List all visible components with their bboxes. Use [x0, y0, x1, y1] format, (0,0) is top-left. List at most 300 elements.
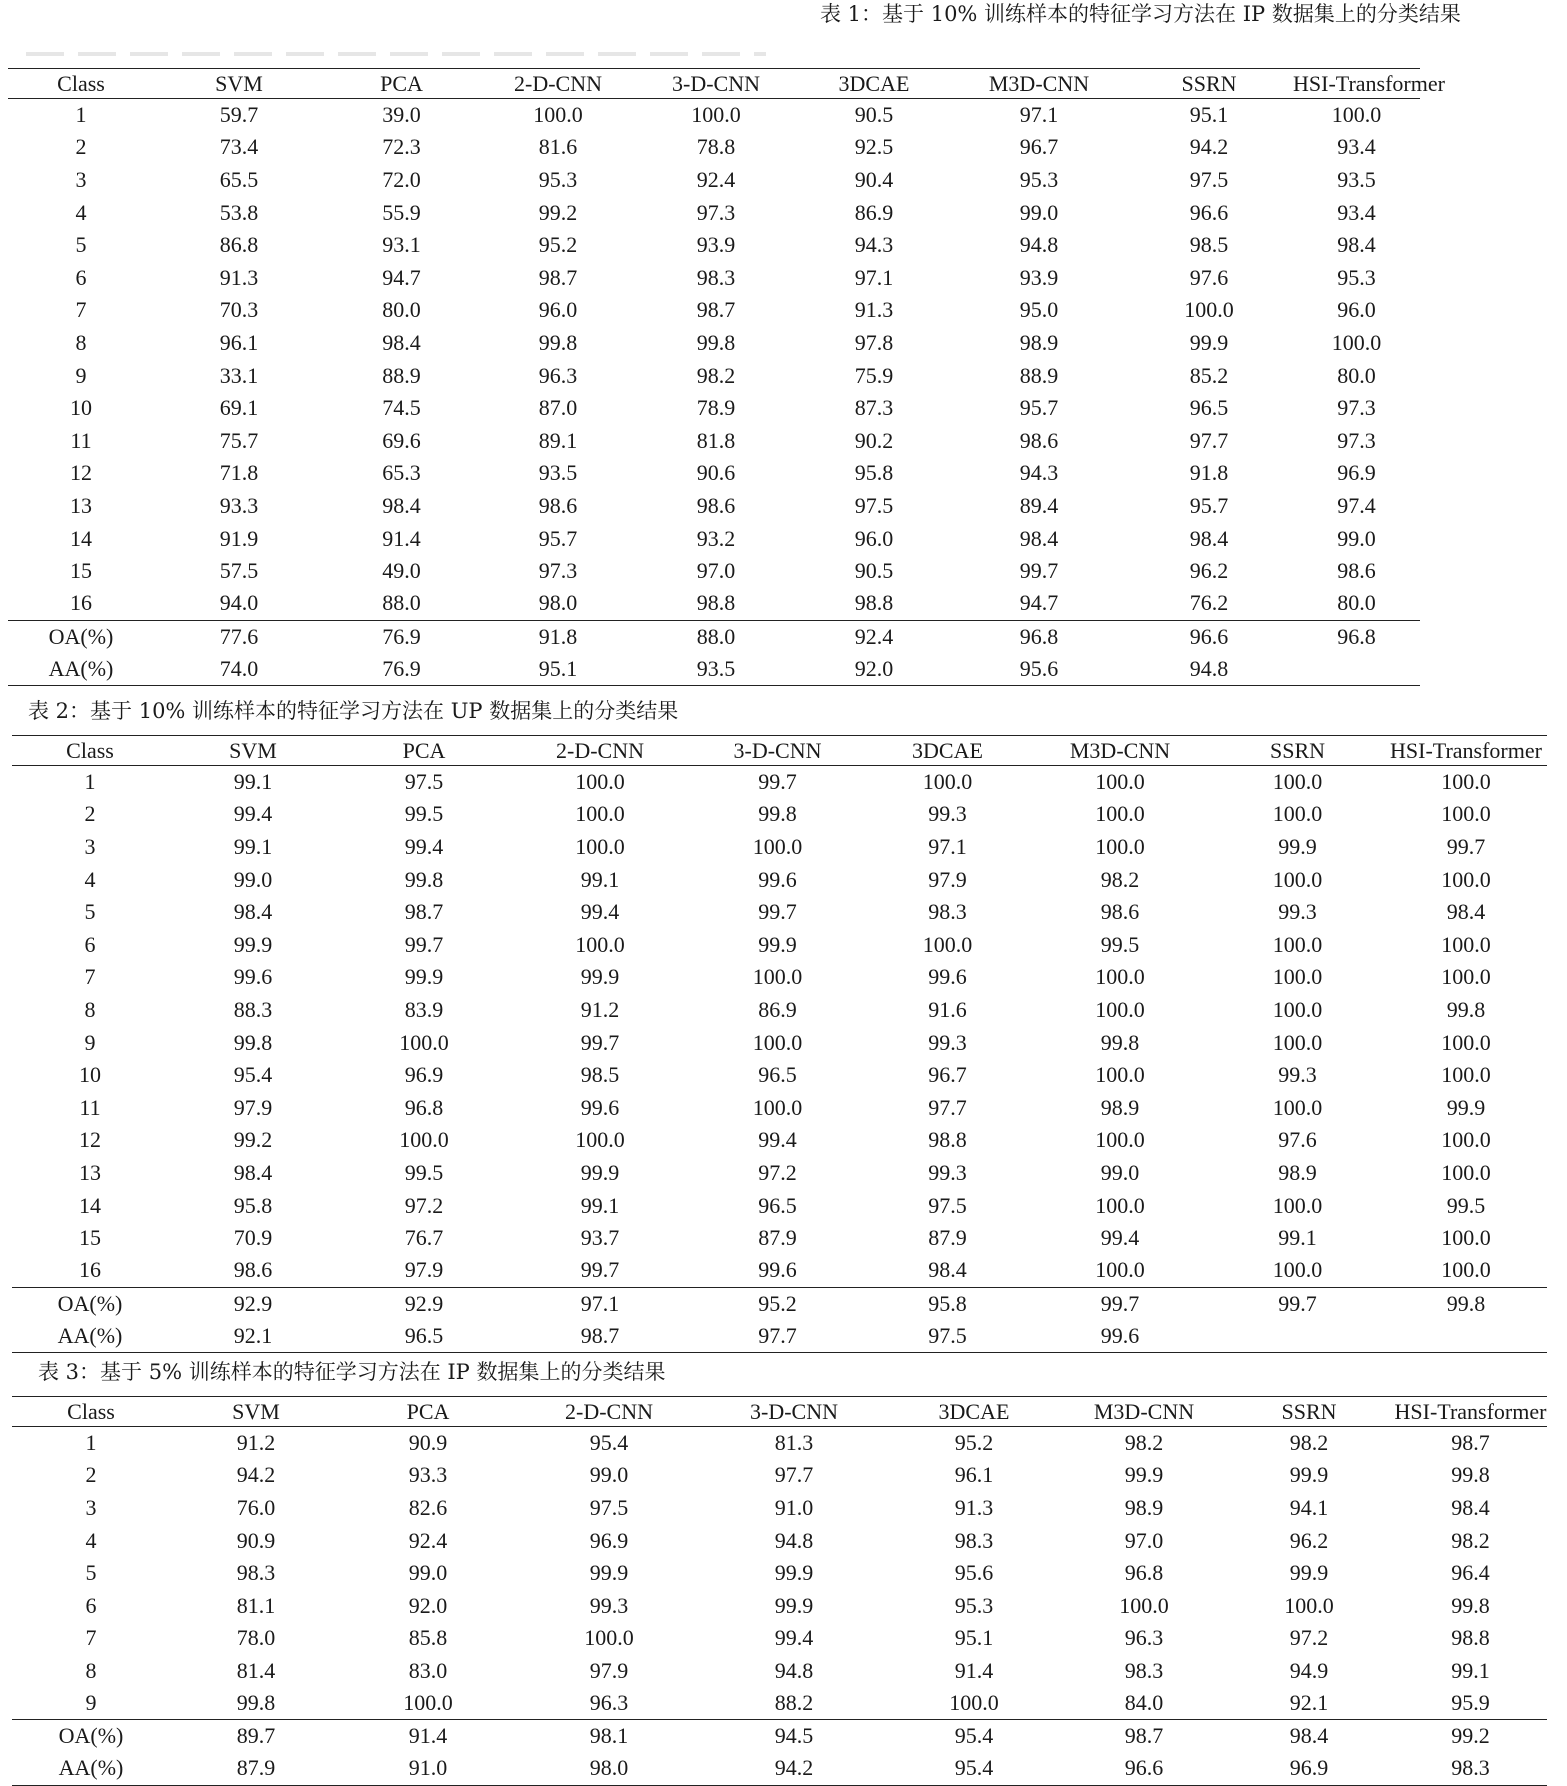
table-cell: 97.5: [854, 492, 894, 518]
header-row: [12, 1397, 1547, 1427]
table-cell: 98.7: [538, 264, 578, 290]
table-cell: 90.2: [854, 427, 894, 453]
table-row: [12, 766, 1547, 799]
table-cell: 98.4: [1446, 899, 1486, 925]
column-header: M3D-CNN: [1069, 737, 1171, 763]
table-cell: 53.8: [219, 199, 259, 225]
table-cell: 97.9: [233, 1094, 273, 1120]
row-label: AA(%): [58, 1755, 124, 1781]
table-row: [12, 1026, 1547, 1059]
table-cell: 100.0: [1441, 866, 1491, 892]
table-cell: 83.0: [408, 1657, 448, 1683]
summary-row: [12, 1287, 1547, 1320]
table-row: [8, 392, 1420, 425]
column-header: 3DCAE: [938, 1398, 1010, 1424]
table-cell: 96.3: [1124, 1625, 1164, 1651]
table-cell: 95.2: [758, 1290, 797, 1316]
table-cell: 97.3: [538, 558, 578, 584]
table-cell: 99.4: [774, 1625, 814, 1651]
table-cell: 100.0: [1272, 996, 1323, 1022]
column-header: 2-D-CNN: [565, 1398, 653, 1424]
table-cell: 96.8: [1124, 1560, 1164, 1586]
column-header: PCA: [380, 70, 423, 96]
table-cell: 99.1: [233, 769, 273, 795]
table-cell: 99.9: [758, 931, 797, 957]
table-cell: 99.9: [1289, 1560, 1329, 1586]
row-label: 8: [84, 996, 96, 1022]
table-cell: 98.9: [1278, 1159, 1317, 1185]
table-cell: 99.9: [589, 1560, 629, 1586]
row-label: 14: [70, 525, 92, 551]
table-row: [8, 229, 1420, 262]
table-row: [8, 99, 1420, 132]
column-header: 3-D-CNN: [733, 737, 822, 763]
table-cell: 99.1: [1278, 1225, 1317, 1251]
column-header: Class: [67, 1398, 115, 1424]
table-cell: 98.6: [1019, 427, 1059, 453]
table-cell: 81.4: [236, 1657, 276, 1683]
table-cell: 100.0: [1095, 833, 1145, 859]
table-row: [12, 1157, 1547, 1190]
table-cell: 96.7: [928, 1062, 967, 1088]
column-header: Class: [66, 737, 114, 763]
table-cell: 96.3: [538, 362, 578, 388]
table-cell: 97.7: [928, 1094, 967, 1120]
table-cell: 99.7: [1446, 833, 1486, 859]
table-cell: 76.7: [404, 1225, 444, 1251]
table-cell: 93.4: [1337, 199, 1376, 225]
table-cell: 86.8: [219, 232, 259, 258]
table-cell: 100.0: [1441, 931, 1491, 957]
table-cell: 97.6: [1278, 1127, 1317, 1153]
table-cell: 94.8: [774, 1527, 814, 1553]
table-cell: 84.0: [1124, 1690, 1164, 1716]
table-cell: 100.0: [1441, 801, 1491, 827]
column-header: PCA: [406, 1398, 450, 1424]
row-label: 7: [84, 964, 96, 990]
table-cell: [1210, 1320, 1385, 1353]
table-1: [8, 68, 1445, 686]
table-row: [12, 1091, 1547, 1124]
table-cell: 96.1: [954, 1462, 994, 1488]
row-label: 6: [85, 1592, 97, 1618]
table-row: [12, 831, 1547, 864]
table-cell: 96.9: [589, 1527, 629, 1553]
table-cell: 99.8: [1451, 1592, 1490, 1618]
table-cell: 97.0: [1124, 1527, 1164, 1553]
table-cell: 95.2: [954, 1430, 994, 1456]
table-cell: 99.9: [1124, 1462, 1164, 1488]
table-row: [8, 261, 1420, 294]
table-cell: 95.6: [954, 1560, 994, 1586]
table-cell: 97.5: [589, 1494, 629, 1520]
faint-scan-artifact: [26, 52, 766, 56]
table-cell: 94.2: [1189, 134, 1229, 160]
table-row: [12, 928, 1547, 961]
table-cell: 99.8: [696, 329, 736, 355]
table-cell: 100.0: [922, 931, 973, 957]
table-cell: [1293, 653, 1420, 686]
table-cell: 89.7: [236, 1723, 276, 1749]
table-cell: 100.0: [1272, 769, 1323, 795]
table-cell: 81.3: [774, 1430, 814, 1456]
table-cell: 99.7: [1278, 1290, 1317, 1316]
table-cell: 98.2: [696, 362, 736, 388]
row-label: 12: [79, 1127, 101, 1153]
table-cell: 100.0: [949, 1690, 999, 1716]
table-cell: 88.3: [233, 996, 273, 1022]
table-cell: 97.2: [1289, 1625, 1329, 1651]
table-cell: 96.5: [758, 1192, 797, 1218]
table-cell: 81.1: [236, 1592, 276, 1618]
table-cell: 100.0: [403, 1690, 453, 1716]
table-cell: 99.2: [538, 199, 578, 225]
table-cell: 99.4: [404, 833, 444, 859]
column-header: HSI-Transformer: [1390, 737, 1542, 763]
table-cell: 100.0: [575, 1127, 625, 1153]
table-cell: 94.3: [854, 232, 894, 258]
summary-row: [8, 620, 1420, 653]
table-cell: 99.9: [404, 964, 444, 990]
table-cell: 73.4: [219, 134, 259, 160]
table-cell: 98.4: [1289, 1723, 1329, 1749]
row-label: 12: [70, 460, 92, 486]
row-label: 1: [75, 102, 87, 128]
table-cell: 98.8: [696, 590, 736, 616]
table-cell: 99.8: [538, 329, 578, 355]
table-cell: 91.3: [854, 297, 894, 323]
table-cell: 98.2: [1289, 1430, 1329, 1456]
table-cell: 90.6: [696, 460, 736, 486]
header-row: [12, 736, 1547, 766]
table-cell: 99.4: [580, 899, 620, 925]
table-cell: 92.1: [233, 1322, 273, 1348]
row-label: 11: [79, 1094, 101, 1120]
table-cell: 95.7: [1189, 492, 1229, 518]
table-cell: 100.0: [1272, 1257, 1323, 1283]
table-cell: 99.2: [233, 1127, 273, 1153]
table-cell: 91.3: [219, 264, 259, 290]
table-cell: 99.1: [233, 833, 273, 859]
table-cell: 100.0: [1272, 866, 1323, 892]
table-cell: 77.6: [219, 623, 259, 649]
table-3: [12, 1396, 1547, 1786]
table-cell: 98.9: [1100, 1094, 1140, 1120]
table-cell: 99.7: [404, 931, 444, 957]
table-row: [8, 294, 1420, 327]
table-cell: 90.5: [854, 102, 894, 128]
table-cell: 94.7: [1019, 590, 1059, 616]
table-cell: 65.5: [219, 166, 259, 192]
table-row: [8, 131, 1420, 164]
table-cell: 98.4: [382, 329, 421, 355]
table-cell: 100.0: [1095, 996, 1145, 1022]
table-cell: 96.5: [758, 1062, 797, 1088]
row-label: 5: [84, 899, 96, 925]
table-cell: 100.0: [1441, 1225, 1491, 1251]
table-cell: 98.4: [382, 492, 421, 518]
table-cell: 99.8: [1446, 1290, 1486, 1316]
table-cell: 75.7: [219, 427, 259, 453]
table-row: [12, 1492, 1547, 1525]
table-cell: 81.6: [538, 134, 578, 160]
row-label: 13: [70, 492, 92, 518]
table-cell: 99.3: [1278, 1062, 1317, 1088]
row-label: 2: [84, 801, 96, 827]
row-label: OA(%): [57, 1290, 123, 1316]
table-cell: 98.3: [1124, 1657, 1164, 1683]
table-cell: 72.3: [382, 134, 421, 160]
table-cell: 98.7: [1124, 1723, 1164, 1749]
table-row: [12, 1557, 1547, 1590]
table-cell: 96.0: [1337, 297, 1376, 323]
table-cell: 96.5: [1189, 395, 1229, 421]
table-cell: 92.1: [1289, 1690, 1329, 1716]
table-cell: 99.4: [758, 1127, 797, 1153]
table-cell: 97.4: [1337, 492, 1376, 518]
column-header: 3-D-CNN: [750, 1398, 838, 1424]
column-header: PCA: [402, 737, 446, 763]
table-cell: 99.3: [589, 1592, 629, 1618]
table-cell: 71.8: [219, 460, 259, 486]
table-cell: 92.9: [404, 1290, 444, 1316]
table-cell: 95.0: [1019, 297, 1059, 323]
column-header: SSRN: [1181, 70, 1237, 96]
column-header: SVM: [229, 737, 277, 763]
table-cell: 96.5: [404, 1322, 444, 1348]
table-cell: 100.0: [584, 1625, 634, 1651]
table-cell: 98.4: [1451, 1494, 1490, 1520]
table-cell: 33.1: [219, 362, 259, 388]
table-cell: 96.6: [1189, 199, 1229, 225]
table-cell: 70.3: [219, 297, 259, 323]
column-header: 3DCAE: [838, 70, 910, 96]
summary-row: [12, 1320, 1547, 1353]
row-label: 8: [75, 329, 87, 355]
table-cell: 100.0: [1095, 1127, 1145, 1153]
table-cell: 76.9: [382, 655, 421, 681]
table-cell: 92.9: [233, 1290, 273, 1316]
table-cell: 95.4: [589, 1430, 629, 1456]
table-cell: 99.6: [580, 1094, 620, 1120]
summary-row: [12, 1752, 1547, 1785]
table-cell: 86.9: [854, 199, 894, 225]
table-cell: 97.7: [774, 1462, 814, 1488]
table-cell: 100.0: [1272, 801, 1323, 827]
table-cell: 100.0: [575, 931, 625, 957]
table-cell: 95.3: [1019, 166, 1059, 192]
table-cell: 100.0: [1441, 1062, 1491, 1088]
table-cell: 93.9: [696, 232, 736, 258]
table-cell: 94.8: [1019, 232, 1059, 258]
table-row: [8, 424, 1420, 457]
table-cell: 97.9: [589, 1657, 629, 1683]
table-cell: 99.9: [1278, 833, 1317, 859]
table-row: [12, 1655, 1547, 1688]
table-cell: 97.2: [404, 1192, 444, 1218]
table-cell: 93.3: [408, 1462, 448, 1488]
table-cell: 96.8: [404, 1094, 444, 1120]
table-cell: 98.4: [1019, 525, 1059, 551]
table-cell: 96.7: [1019, 134, 1059, 160]
table-cell: 93.7: [580, 1225, 620, 1251]
table-cell: 99.4: [1100, 1225, 1140, 1251]
table-cell: 100.0: [1119, 1592, 1169, 1618]
table-cell: 100.0: [1441, 1159, 1491, 1185]
table-cell: 99.6: [1100, 1322, 1140, 1348]
table-cell: 97.3: [1337, 395, 1376, 421]
table-cell: 97.0: [696, 558, 736, 584]
table-cell: 98.9: [1124, 1494, 1164, 1520]
table-row: [12, 1589, 1547, 1622]
table-cell: 99.9: [1189, 329, 1229, 355]
table-cell: 98.6: [233, 1257, 273, 1283]
table-cell: 99.8: [1100, 1029, 1140, 1055]
table-cell: 80.0: [1337, 590, 1376, 616]
table-cell: 74.5: [382, 395, 421, 421]
table-cell: 95.8: [854, 460, 894, 486]
table-cell: 97.5: [928, 1322, 967, 1348]
table-cell: 99.7: [758, 769, 797, 795]
table-cell: 96.6: [1124, 1755, 1164, 1781]
table-cell: 97.3: [1337, 427, 1376, 453]
row-label: 4: [85, 1527, 97, 1553]
row-label: 16: [70, 590, 92, 616]
table-row: [12, 798, 1547, 831]
table-cell: 99.9: [1289, 1462, 1329, 1488]
table-cell: 87.0: [538, 395, 578, 421]
table-row: [8, 555, 1420, 588]
table-cell: 57.5: [219, 558, 259, 584]
table-cell: 99.7: [758, 899, 797, 925]
row-label: AA(%): [48, 655, 114, 681]
table-cell: 92.4: [854, 623, 894, 649]
summary-row: [8, 653, 1420, 686]
column-header: 2-D-CNN: [556, 737, 644, 763]
table-cell: 91.6: [928, 996, 967, 1022]
table-cell: 100.0: [1095, 801, 1145, 827]
table-cell: 98.2: [1451, 1527, 1490, 1553]
row-label: 8: [85, 1657, 97, 1683]
table-cell: 88.0: [696, 623, 736, 649]
table-cell: 100.0: [1272, 1029, 1323, 1055]
table-cell: 98.4: [928, 1257, 967, 1283]
table-cell: 100.0: [1441, 964, 1491, 990]
row-label: 5: [75, 232, 87, 258]
table-cell: 99.6: [928, 964, 967, 990]
table-cell: 97.6: [1189, 264, 1229, 290]
table-cell: 97.5: [928, 1192, 967, 1218]
table-cell: 94.2: [774, 1755, 814, 1781]
row-label: 9: [84, 1029, 96, 1055]
table-row: [12, 1222, 1547, 1255]
table-cell: 95.4: [233, 1062, 273, 1088]
table-cell: 99.8: [1446, 996, 1486, 1022]
table-row: [8, 587, 1420, 620]
table-cell: 91.2: [580, 996, 620, 1022]
table-cell: 100.0: [691, 102, 741, 128]
table-2: [12, 735, 1547, 1353]
table-cell: 89.1: [538, 427, 578, 453]
table-cell: 95.9: [1451, 1690, 1490, 1716]
table-cell: 100.0: [399, 1029, 449, 1055]
table-cell: 94.8: [1189, 655, 1229, 681]
table-cell: 99.9: [1446, 1094, 1486, 1120]
table-cell: 98.4: [233, 1159, 273, 1185]
table-cell: 99.8: [404, 866, 444, 892]
table-cell: 100.0: [1095, 769, 1145, 795]
table-cell: 99.8: [1451, 1462, 1490, 1488]
column-header: SSRN: [1269, 737, 1326, 763]
table-cell: 99.5: [404, 801, 444, 827]
column-header: 3DCAE: [912, 737, 983, 763]
table-cell: 99.5: [1100, 931, 1140, 957]
table-cell: 98.0: [589, 1755, 629, 1781]
table-cell: 95.3: [954, 1592, 994, 1618]
table-cell: 70.9: [233, 1225, 273, 1251]
table-row: [12, 1459, 1547, 1492]
table-cell: 100.0: [533, 102, 583, 128]
table-cell: 99.1: [580, 866, 620, 892]
row-label: 16: [79, 1257, 101, 1283]
row-label: 4: [75, 199, 87, 225]
table-cell: 99.7: [580, 1029, 620, 1055]
table-row: [12, 896, 1547, 929]
table-cell: 87.9: [758, 1225, 797, 1251]
row-label: 15: [70, 558, 92, 584]
table-cell: 98.1: [589, 1723, 629, 1749]
table-cell: 96.0: [854, 525, 894, 551]
table-cell: 100.0: [1441, 1127, 1491, 1153]
table-cell: 89.4: [1019, 492, 1059, 518]
table-cell: 99.0: [1100, 1159, 1140, 1185]
table-cell: 100.0: [1272, 931, 1323, 957]
table-cell: 98.6: [1337, 558, 1376, 584]
table-cell: 99.0: [1019, 199, 1059, 225]
table-cell: 97.5: [404, 769, 444, 795]
row-label: OA(%): [48, 623, 114, 649]
table-cell: 88.9: [382, 362, 421, 388]
table-cell: 93.1: [382, 232, 421, 258]
table-cell: 97.2: [758, 1159, 797, 1185]
table-cell: 96.9: [404, 1062, 444, 1088]
table-cell: 92.4: [408, 1527, 448, 1553]
table-cell: 96.1: [219, 329, 259, 355]
table-cell: 97.1: [854, 264, 894, 290]
table-cell: 88.2: [774, 1690, 814, 1716]
table-cell: 98.4: [1189, 525, 1229, 551]
table-cell: 99.8: [758, 801, 797, 827]
table-cell: 91.0: [774, 1494, 814, 1520]
column-header: HSI-Transformer: [1394, 1398, 1547, 1424]
table-cell: 91.8: [1189, 460, 1229, 486]
table-cell: 91.4: [408, 1723, 448, 1749]
table-cell: 100.0: [1095, 964, 1145, 990]
column-header: Class: [57, 70, 105, 96]
column-header: SVM: [232, 1398, 280, 1424]
table-row: [12, 1622, 1547, 1655]
table-cell: 98.6: [1100, 899, 1140, 925]
row-label: 5: [85, 1560, 97, 1586]
row-label: 2: [85, 1462, 97, 1488]
row-label: 2: [75, 134, 87, 160]
table-cell: 65.3: [382, 460, 421, 486]
table-cell: 95.7: [1019, 395, 1059, 421]
table-cell: 100.0: [1095, 1257, 1145, 1283]
table-cell: 39.0: [382, 102, 421, 128]
table-cell: 92.0: [408, 1592, 448, 1618]
table-cell: 97.1: [928, 833, 967, 859]
